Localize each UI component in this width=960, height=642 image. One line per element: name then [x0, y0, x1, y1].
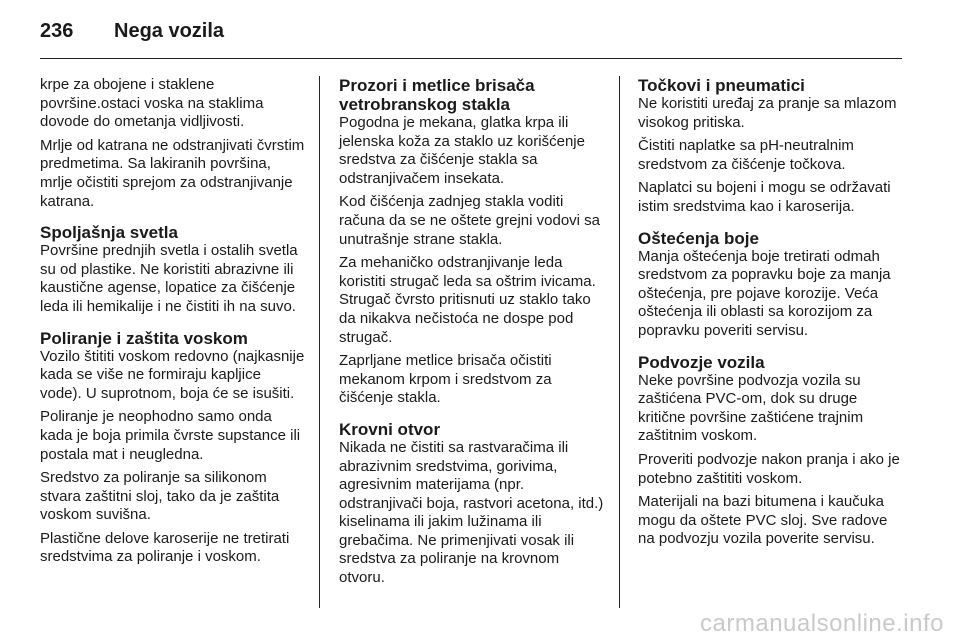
paragraph: Zaprljane metlice brisača očistiti mekanom krpom i sredstvom za čišćenje stakla.	[339, 352, 552, 407]
header-divider	[40, 58, 902, 59]
text-column-3	[638, 76, 904, 554]
paragraph: Proveriti podvozje nakon pranja i ako je potebno zaštititi voskom.	[638, 450, 900, 487]
paragraph: Materijali na bazi bitumena i kaučuka mogu da oštete PVC sloj. Sve radove na podvozju vozila poverite servisu.	[638, 493, 888, 548]
page-header	[40, 20, 224, 43]
section-heading: Spoljašnja svetla	[40, 223, 178, 243]
paragraph: Mrlje od katrana ne odstranjivati čvrstim predmetima. Sa lakiranih površina, mrlje očistiti sprejom za odstranjivanje katrana.	[40, 136, 305, 210]
paragraph: Za mehaničko odstranjivanje leda koristiti strugač leda sa oštrim ivicama. Strugač čvrsto pritisnuti uz staklo tako da nikakva nečistoća ne dospe pod strugač.	[339, 254, 596, 346]
paragraph: krpe za obojene i staklene površine.ostaci voska na staklima dovode do ometanja vidljivosti.	[40, 76, 264, 131]
paragraph: Plastične delove karoserije ne tretirati sredstvima za poliranje i voskom.	[40, 529, 290, 566]
paragraph: Sredstvo za poliranje sa silikonom stvara zaštitni sloj, tako da je zaštita voskom suvišna.	[40, 469, 280, 524]
section-heading: Oštećenja boje	[638, 228, 759, 248]
paragraph: Vozilo štititi voskom redovno (najkasnije kada se više ne formiraju kapljice vode). U suprotnom, boja će se isušiti.	[40, 347, 305, 402]
page-title: Nega vozila	[114, 20, 225, 42]
section-heading: Podvozje vozila	[638, 352, 765, 372]
paragraph: Ne koristiti uređaj za pranje sa mlazom visokog pritiska.	[638, 95, 897, 131]
section-heading: Poliranje i zaštita voskom	[40, 328, 248, 348]
paragraph: Manja oštećenja boje tretirati odmah sredstvom za popravku boje za manja oštećenja, pre pojave korozije. Veća oštećenja ili oblasti sa korozijom za popravku poveriti servisu.	[638, 247, 891, 339]
paragraph: Površine prednjih svetla i ostalih svetla su od plastike. Ne koristiti abrazivne ili kaustične agense, lopatice za čišćenje leda ili hemikalije i ne čistiti ih na suvo.	[40, 242, 298, 315]
paragraph: Pogodna je mekana, glatka krpa ili jelenska koža za staklo uz korišćenje sredstva za čišćenje stakla sa odstranjivačem insekata.	[339, 114, 585, 187]
paragraph: Naplatci su bojeni i mogu se održavati istim sredstvima kao i karoserija.	[638, 179, 891, 215]
watermark: carmanualsonline.info	[700, 610, 944, 637]
section-heading: Krovni otvor	[339, 419, 441, 439]
column-divider	[619, 76, 620, 608]
text-column-1	[40, 76, 306, 572]
paragraph: Nikada ne čistiti sa rastvaračima ili abrazivnim sredstvima, gorivima, agresivnim materijama (npr. odstranjivači boja, rastvori acetona, itd.) kiselinama ili jakim lužinama ili grebačima. Ne primenjivati vosak ili sredstva za poliranje na krovnom otvoru.	[339, 438, 604, 587]
column-divider	[319, 76, 320, 608]
paragraph: Kod čišćenja zadnjeg stakla voditi računa da se ne oštete grejni vodovi sa unutrašnje strane stakla.	[339, 193, 600, 248]
paragraph: Čistiti naplatke sa pH-neutralnim sredstvom za čišćenje točkova.	[638, 137, 854, 173]
page-number: 236	[40, 20, 74, 42]
text-column-2	[339, 76, 605, 593]
section-heading: Točkovi i pneumatici	[638, 76, 805, 95]
paragraph: Poliranje je neophodno samo onda kada je boja primila čvrste supstance ili postala mat i neugledna.	[40, 408, 301, 463]
section-heading: Prozori i metlice brisača vetrobranskog stakla	[339, 76, 535, 114]
paragraph: Neke površine podvozja vozila su zaštićena PVC-om, dok su druge kritične površine zaštićene trajnim zaštitnim voskom.	[638, 371, 864, 445]
